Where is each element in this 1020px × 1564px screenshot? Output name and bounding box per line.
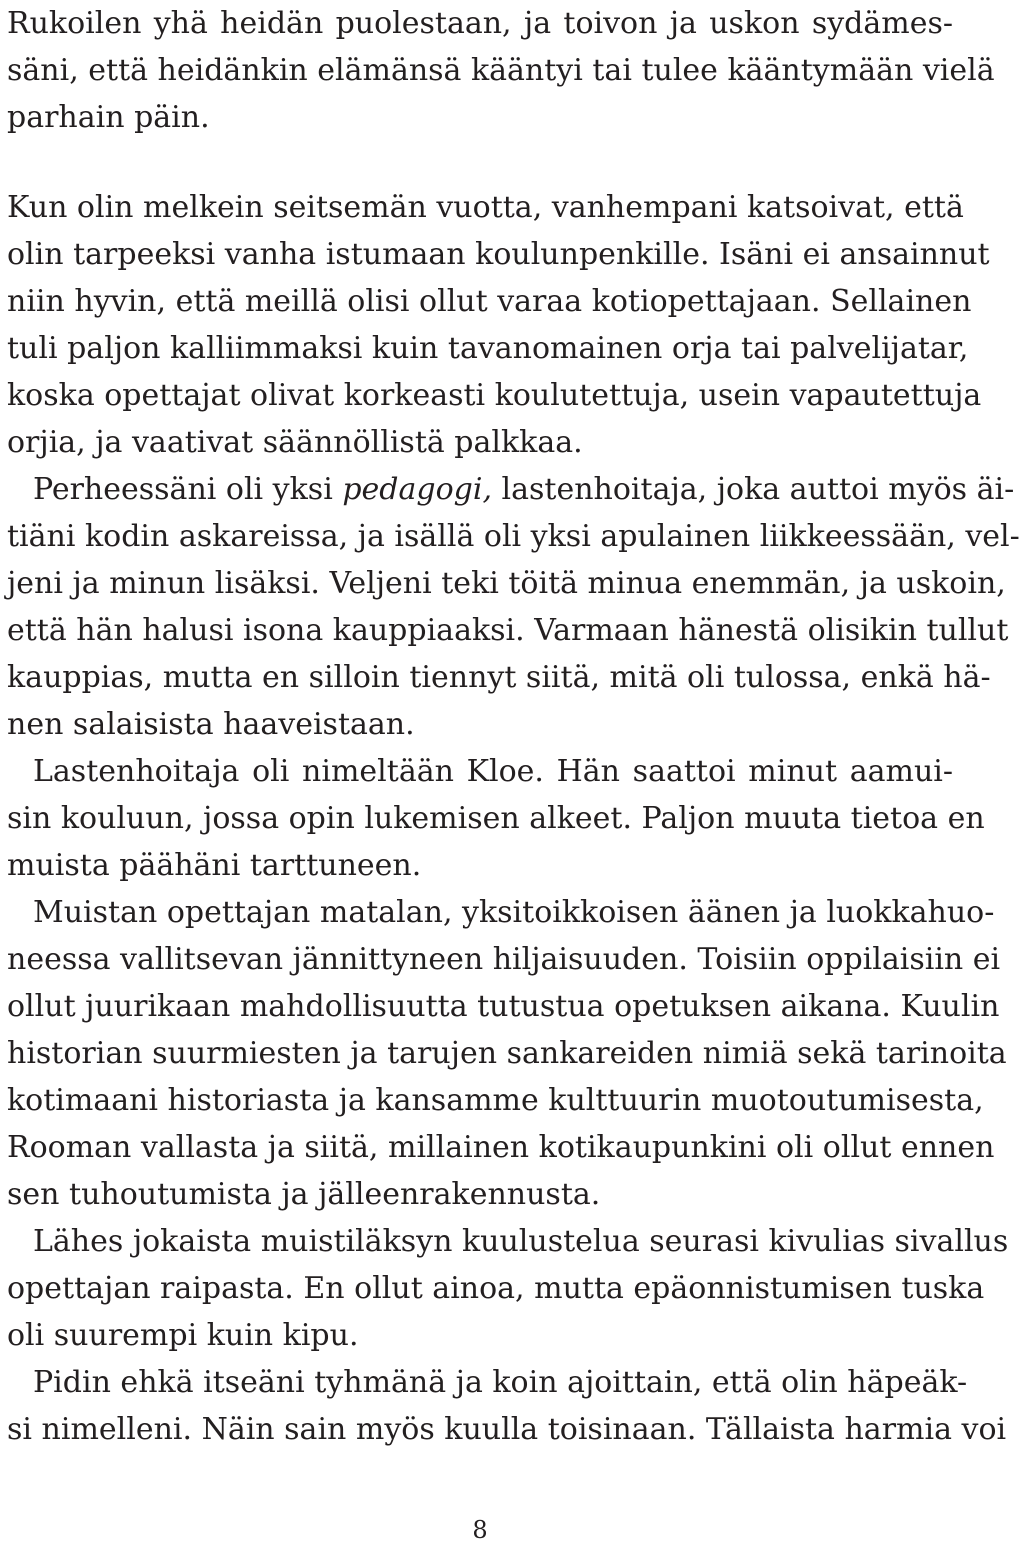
text-line: sen tuhoutumista ja jälleenrakennusta. [7, 1177, 601, 1212]
text-line: sin kouluun, jossa opin lukemisen alkeet. Paljon muuta tietoa en [7, 801, 985, 836]
text-line: ollut juurikaan mahdollisuutta tutustua opetuksen aikana. Kuulin [7, 989, 1000, 1024]
text-line: Muistan opettajan matalan, yksitoikkoisen äänen ja luokkahuo- [33, 895, 995, 930]
text-line: Lähes jokaista muistiläksyn kuulustelua seurasi kivulias sivallus [33, 1224, 1009, 1259]
emphasis-pedagogi: pedagogi, [342, 472, 492, 507]
text-line: että hän halusi isona kauppiaaksi. Varmaan hänestä olisikin tullut [7, 613, 1009, 648]
text-line: tuli paljon kalliimmaksi kuin tavanomainen orja tai palvelijatar, [7, 331, 969, 366]
text-line: Kun olin melkein seitsemän vuotta, vanhempani katsoivat, että [7, 190, 964, 225]
text-line: orjia, ja vaativat säännöllistä palkkaa. [7, 425, 583, 460]
text-run: lastenhoitaja, joka auttoi myös äi- [492, 472, 1015, 507]
text-line: kauppias, mutta en silloin tiennyt siitä, mitä oli tulossa, enkä hä- [7, 660, 991, 695]
text-line: muista päähäni tarttuneen. [7, 848, 422, 883]
text-line: nen salaisista haaveistaan. [7, 707, 415, 742]
text-line: historian suurmiesten ja tarujen sankareiden nimiä sekä tarinoita [7, 1036, 1007, 1071]
text-run: Perheessäni oli yksi [33, 472, 343, 507]
text-line: säni, että heidänkin elämänsä kääntyi tai tulee kääntymään vielä [7, 53, 995, 88]
text-line: si nimelleni. Näin sain myös kuulla toisinaan. Tällaista harmia voi [7, 1412, 1007, 1447]
text-line [33, 466, 1015, 514]
text-line: tiäni kodin askareissa, ja isällä oli yksi apulainen liikkeessään, vel- [7, 519, 1020, 554]
text-line: Rooman vallasta ja siitä, millainen kotikaupunkini oli ollut ennen [7, 1130, 995, 1165]
text-line: neessa vallitsevan jännittyneen hiljaisuuden. Toisiin oppilaisiin ei [7, 942, 1001, 977]
text-line: jeni ja minun lisäksi. Veljeni teki töitä minua enemmän, ja uskoin, [7, 566, 1006, 601]
page-number: 8 [472, 1516, 488, 1544]
text-line: kotimaani historiasta ja kansamme kulttuurin muotoutumisesta, [7, 1083, 984, 1118]
text-line: niin hyvin, että meillä olisi ollut varaa kotiopettajaan. Sellainen [7, 284, 972, 319]
text-line: oli suurempi kuin kipu. [7, 1318, 359, 1353]
text-line: Pidin ehkä itseäni tyhmänä ja koin ajoittain, että olin häpeäk- [33, 1365, 968, 1400]
text-line: koska opettajat olivat korkeasti koulutettuja, usein vapautettuja [7, 378, 982, 413]
text-line: parhain päin. [7, 100, 210, 135]
text-line: Rukoilen yhä heidän puolestaan, ja toivon ja uskon sydämes- [7, 6, 953, 41]
text-line: olin tarpeeksi vanha istumaan koulunpenkille. Isäni ei ansainnut [7, 237, 990, 272]
text-line: opettajan raipasta. En ollut ainoa, mutta epäonnistumisen tuska [7, 1271, 985, 1306]
text-line: Lastenhoitaja oli nimeltään Kloe. Hän saattoi minut aamui- [33, 754, 953, 789]
